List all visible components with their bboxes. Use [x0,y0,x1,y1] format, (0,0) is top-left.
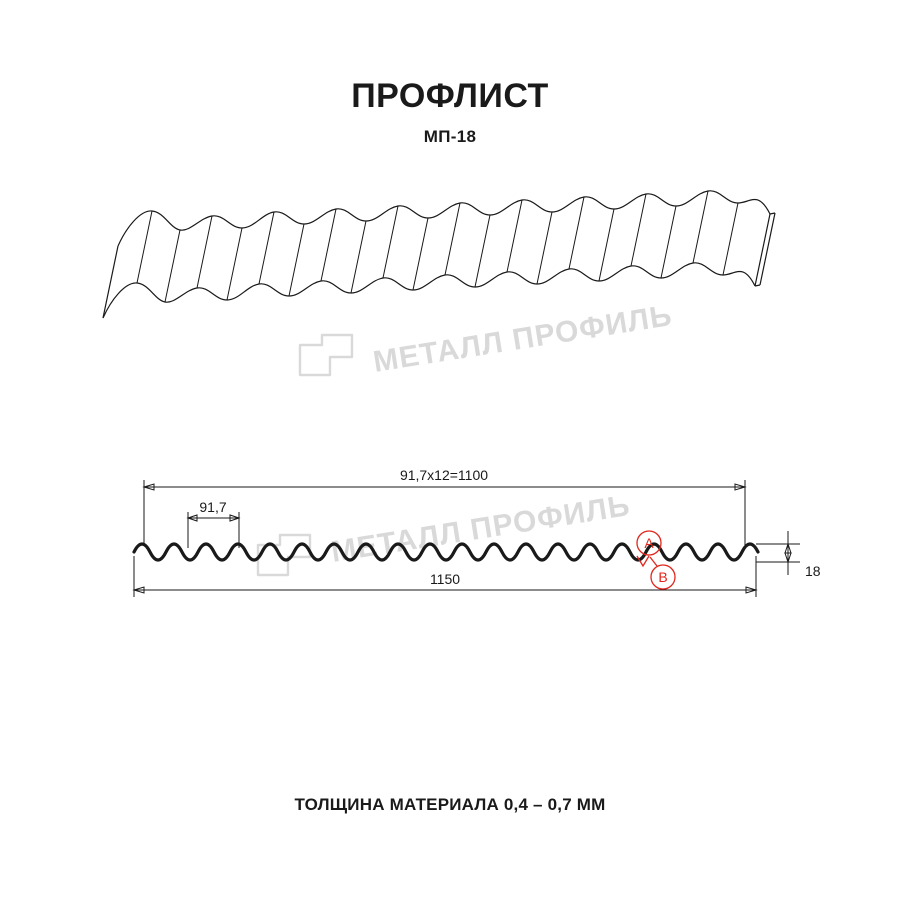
callout-a-label: A [644,535,654,551]
callout-b-label: B [658,569,668,585]
dimension-wave-pitch-label: 91,7 [199,499,227,515]
dimension-wave-pitch [188,499,239,548]
dimension-overall-width-label: 1150 [429,571,461,587]
material-thickness-note: ТОЛЩИНА МАТЕРИАЛА 0,4 – 0,7 ММ [294,795,606,814]
isometric-profile-view [103,191,775,318]
callout-b [650,557,675,589]
watermark-upper-text: МЕТАЛЛ ПРОФИЛЬ [370,299,675,379]
callout-a [637,531,661,566]
dimension-height-label: 18 [805,563,821,579]
product-code: МП-18 [423,127,477,147]
page-title: ПРОФЛИСТ [351,77,549,115]
watermark-upper [300,299,675,379]
watermark-lower [258,489,633,575]
dimension-height [756,531,821,579]
watermark-lower-text: МЕТАЛЛ ПРОФИЛЬ [328,489,633,569]
dimension-overall-cover-label: 91,7х12=1100 [399,467,489,483]
